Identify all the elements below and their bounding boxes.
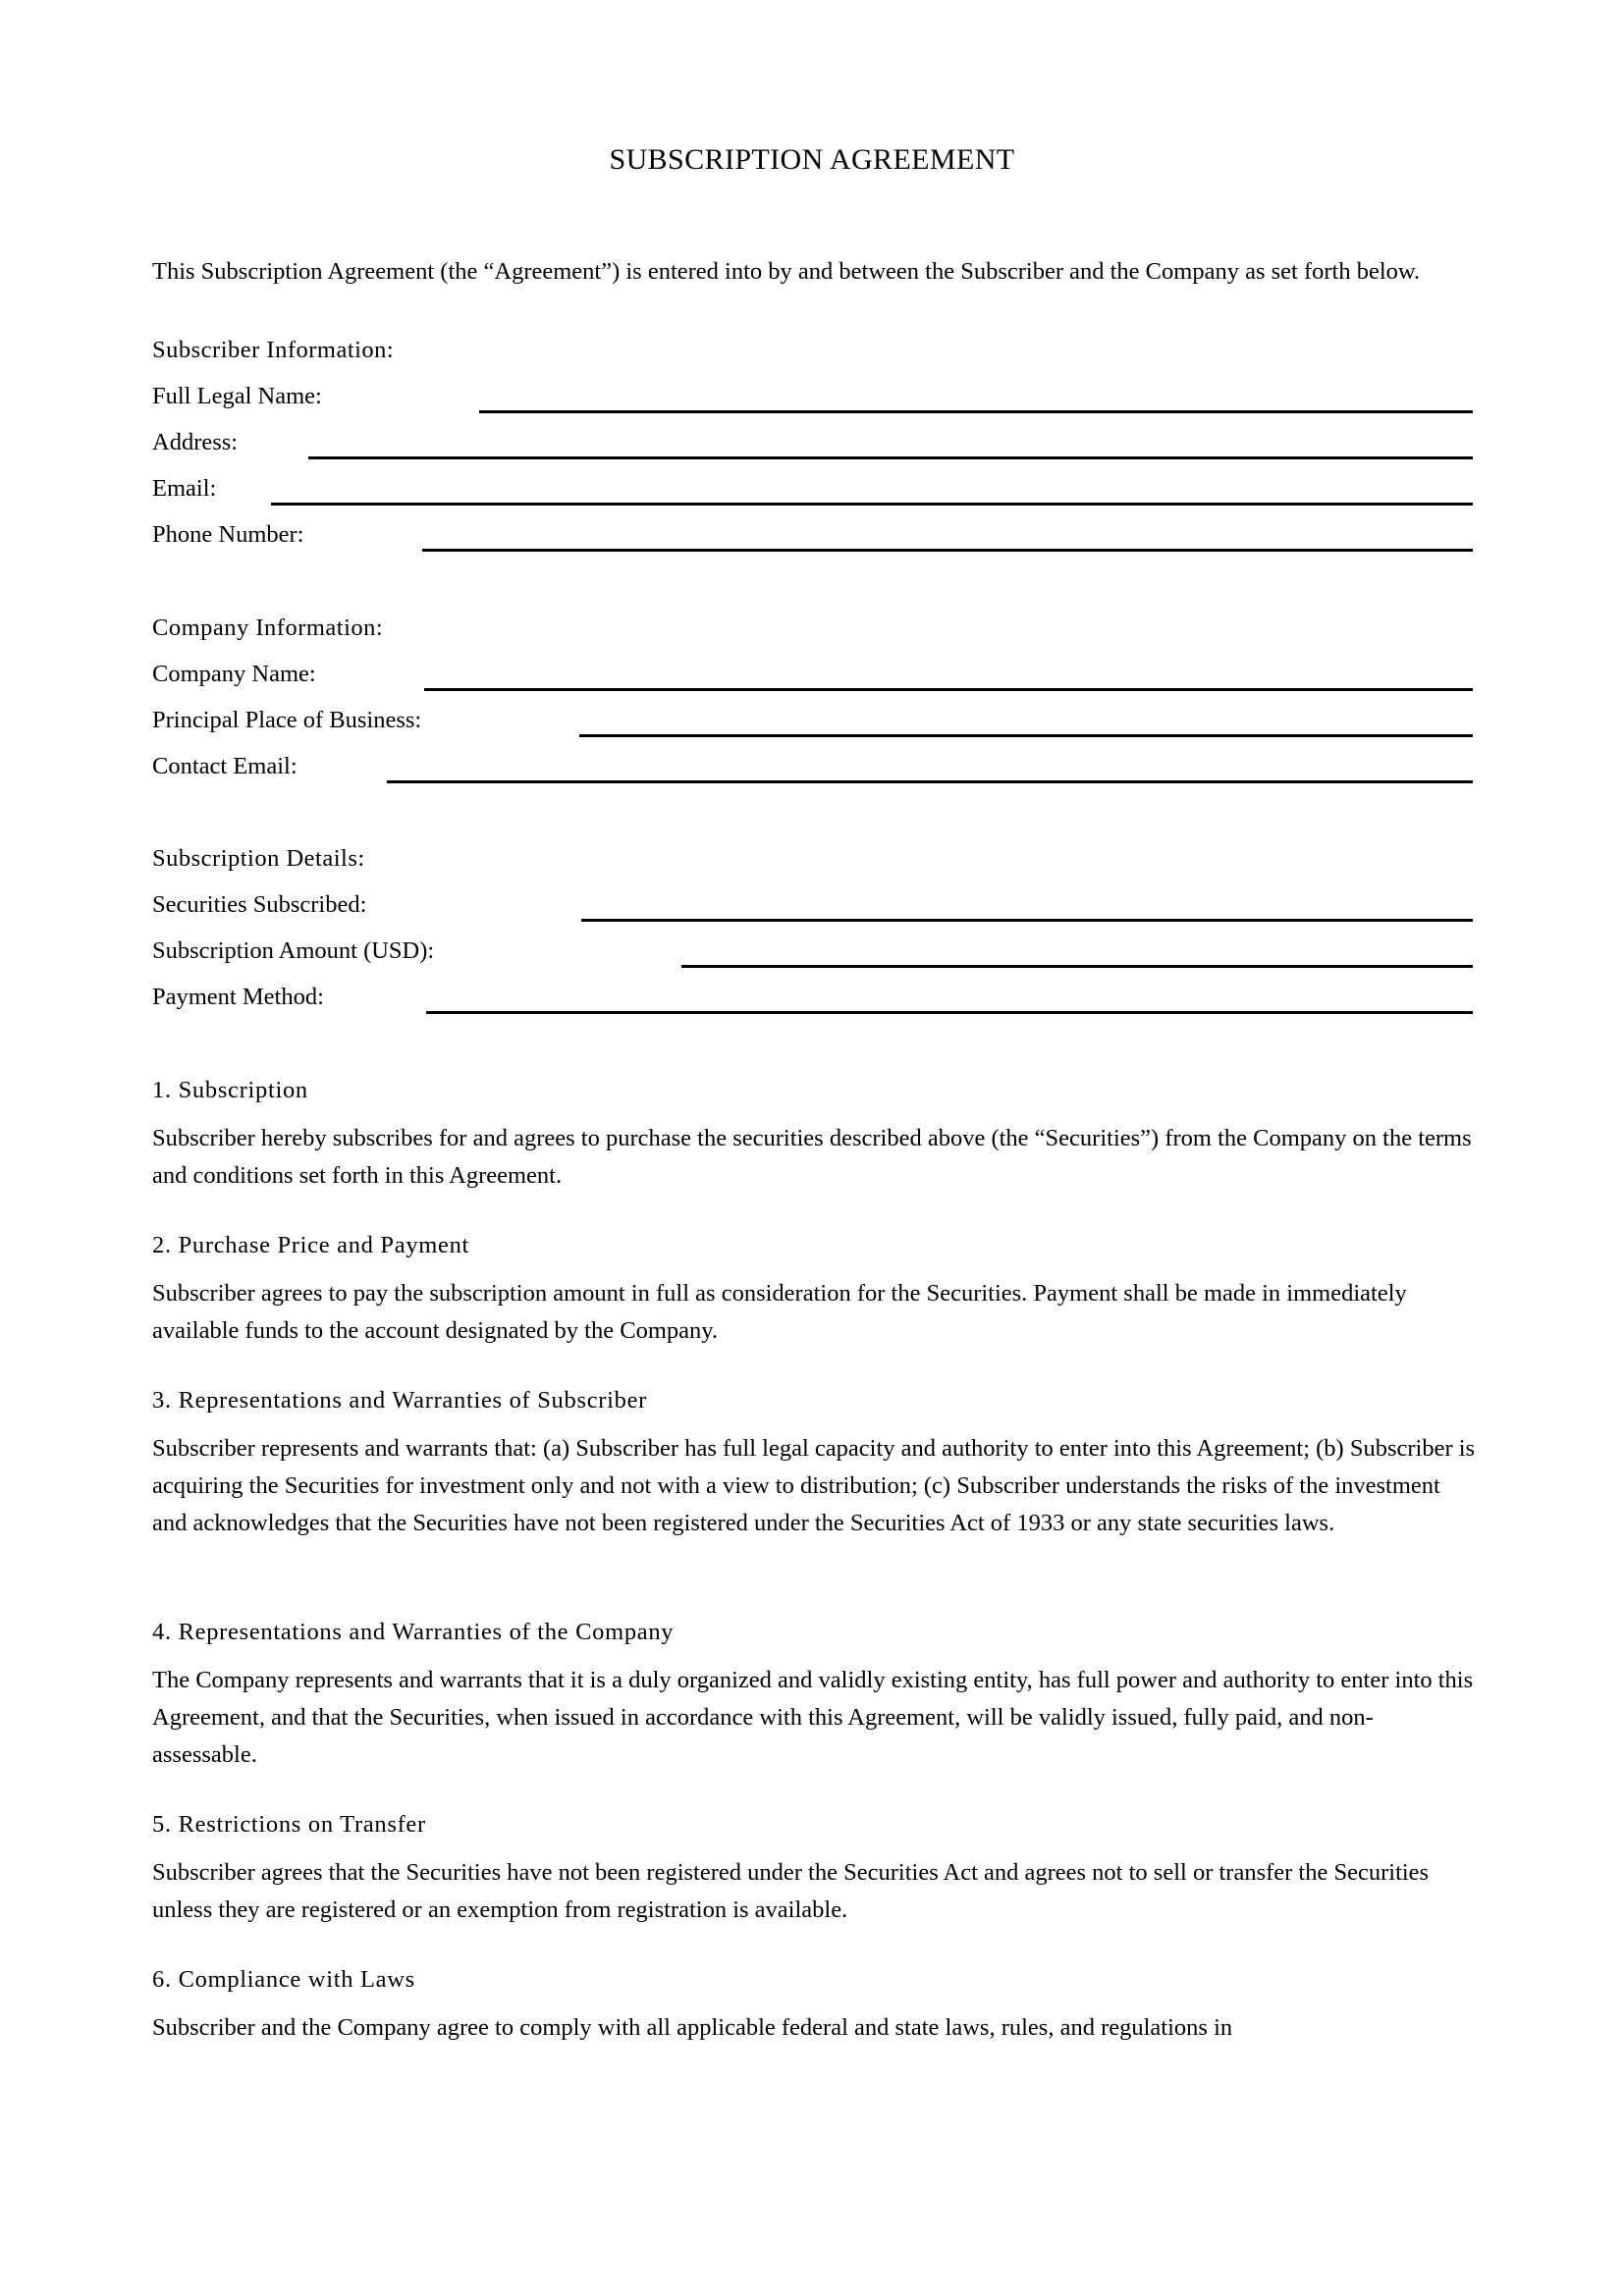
clause-2-body: Subscriber agrees to pay the subscription amount in full as consideration for the Securities. Payment shall be made in immediately available funds to the account designated by the Company. <box>152 1280 1407 1344</box>
field-label-securities-subscribed: Securities Subscribed: <box>152 891 367 918</box>
field-row-principal-place-of-business <box>152 697 1473 743</box>
clause-6-compliance-with-laws <box>152 1964 1478 2047</box>
field-input-full-legal-name[interactable] <box>479 410 1473 413</box>
clause-1-heading: 1. Subscription <box>152 1077 308 1103</box>
clause-5-restrictions-on-transfer <box>152 1809 1478 1929</box>
field-input-address[interactable] <box>308 456 1473 459</box>
field-input-company-name[interactable] <box>424 688 1473 691</box>
field-label-email: Email: <box>152 475 217 502</box>
field-label-company-name: Company Name: <box>152 661 316 687</box>
field-label-phone-number: Phone Number: <box>152 521 304 548</box>
clause-4-heading: 4. Representations and Warranties of the Company <box>152 1619 675 1645</box>
field-label-contact-email: Contact Email: <box>152 753 298 779</box>
field-label-address: Address: <box>152 429 239 455</box>
field-row-securities-subscribed <box>152 881 1473 928</box>
field-label-subscription-amount: Subscription Amount (USD): <box>152 937 435 964</box>
clause-4-representations-warranties-company <box>152 1617 1478 1774</box>
field-input-email[interactable] <box>271 503 1473 506</box>
clause-4-body: The Company represents and warrants that it is a duly organized and validly existing entity, has full power and authority to enter into this Agreement, and that the Securities, when issued in accordance with this Agreement, will be validly issued, fully paid, and non-assessable. <box>152 1667 1474 1768</box>
company-information-heading: Company Information: <box>152 614 384 641</box>
clause-5-body: Subscriber agrees that the Securities have not been registered under the Securities Act and agrees not to sell or transfer the Securities unless they are registered or an exemption from registration is available. <box>152 1859 1430 1923</box>
field-input-securities-subscribed[interactable] <box>581 919 1473 922</box>
field-label-principal-place-of-business: Principal Place of Business: <box>152 707 422 733</box>
field-label-full-legal-name: Full Legal Name: <box>152 383 322 409</box>
field-row-full-legal-name <box>152 373 1473 419</box>
clause-3-body: Subscriber represents and warrants that: (a) Subscriber has full legal capacity and authority to enter into this Agreement; (b) Subscriber is acquiring the Securities for investment only and not with a view to distribution; (c) Subscriber understands the risks of the investment and acknowledges that the Securities have not been registered under the Securities Act of 1933 or any state securities laws. <box>152 1435 1476 1536</box>
clause-6-heading: 6. Compliance with Laws <box>152 1966 415 1993</box>
field-input-principal-place-of-business[interactable] <box>579 734 1473 737</box>
clause-6-body: Subscriber and the Company agree to comply with all applicable federal and state laws, rules, and regulations in <box>152 2014 1233 2041</box>
subscriber-information-heading: Subscriber Information: <box>152 337 395 363</box>
clause-5-heading: 5. Restrictions on Transfer <box>152 1811 426 1838</box>
clause-1-body: Subscriber hereby subscribes for and agrees to purchase the securities described above (the “Securities”) from the Company on the terms and conditions set forth in this Agreement. <box>152 1125 1472 1189</box>
field-row-subscription-amount <box>152 928 1473 974</box>
company-information-block <box>152 605 1473 789</box>
clause-3-heading: 3. Representations and Warranties of Subscriber <box>152 1387 648 1414</box>
field-label-payment-method: Payment Method: <box>152 984 324 1010</box>
subscriber-information-block <box>152 327 1473 558</box>
field-input-phone-number[interactable] <box>422 549 1473 552</box>
page-title: SUBSCRIPTION AGREEMENT <box>609 143 1015 177</box>
subscription-details-heading: Subscription Details: <box>152 845 365 872</box>
clause-2-heading: 2. Purchase Price and Payment <box>152 1232 470 1258</box>
field-input-contact-email[interactable] <box>387 780 1473 783</box>
field-row-address <box>152 419 1473 465</box>
field-row-payment-method <box>152 974 1473 1020</box>
clause-2-purchase-price-and-payment <box>152 1230 1478 1350</box>
subscription-details-block <box>152 835 1473 1020</box>
field-row-company-name <box>152 651 1473 697</box>
field-row-contact-email <box>152 743 1473 789</box>
field-row-phone-number <box>152 511 1473 558</box>
field-input-subscription-amount[interactable] <box>681 965 1473 968</box>
field-input-payment-method[interactable] <box>426 1011 1473 1014</box>
intro-paragraph: This Subscription Agreement (the “Agreement”) is entered into by and between the Subscriber and the Company as set forth below. <box>152 257 1421 285</box>
clause-3-representations-warranties-subscriber <box>152 1385 1478 1542</box>
clause-1-subscription <box>152 1075 1478 1195</box>
field-row-email <box>152 465 1473 511</box>
